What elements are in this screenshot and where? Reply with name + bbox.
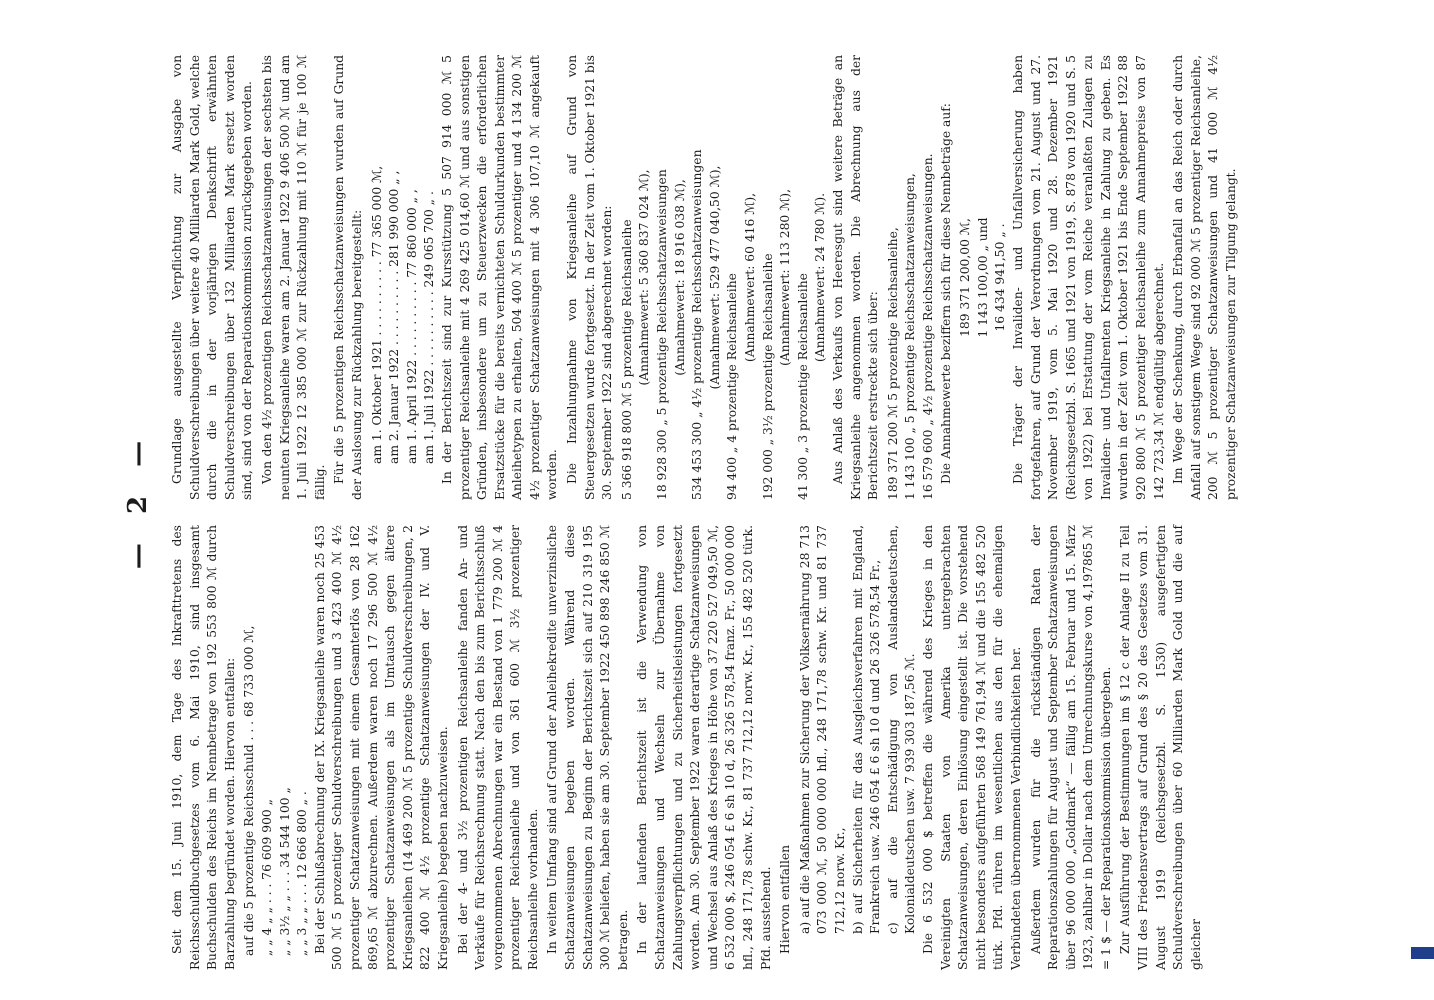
list-item: (Annahmewert: 18 916 038 ℳ), — [672, 179, 687, 376]
list-item: 189 371 200 ℳ 5 prozentige Reichsanleihe, — [885, 227, 900, 500]
list-item: 16 434 941,50 „ . — [993, 223, 1008, 332]
paragraph: Seit dem 15. Juni 1910, dem Tage des Inkrafttretens des Reichsschuldbuchgesetzes vom 6. Mai 1910, sind insgesamt Buchschulden des Reichs im Nennbetrage von 192 553 800 ℳ durch Barzahlung begründet worden. Hiervon entfallen: — [170, 525, 237, 970]
list-item: a) auf die Maßnahmen zur Sicherung der Volksernährung 28 713 073 000 ℳ, 50 000 000 hfl., 248 171,78 schw. Kr. und 81 737 712,12 norw. Kr., — [797, 525, 847, 934]
list-item: am 1. April 1922 . . . . . . . . . . 77 860 000 „ , — [404, 189, 419, 464]
paragraph: Im Wege der Schenkung, durch Erbanfall an das Reich oder durch Anfall auf sonstigem Wege sind 92 000 ℳ 5 prozentiger Reichsanleihe, 200 ℳ 5 prozentiger Schatzanweisungen und 41 000 ℳ 4½ prozentiger Schatzanweisungen zur Tilgung gelangt. — [1171, 55, 1239, 500]
list-item: „ „ 3 „ „ . . . 12 666 800 „ . — [295, 791, 310, 956]
paragraph: Grundlage ausgestellte Verpflichtung zur Ausgabe von Schuldverschreibungen über weitere 40 Milliarden Mark Gold, welche durch die in der vorjährigen Denkschrift erwähnten Schuldverschreibungen über 132 Milliarden Mark ersetzt worden sind, sind von der Reparationskommission zurückgegeben worden. — [170, 55, 255, 500]
page-number: — 2 — — [123, 430, 153, 570]
list-item: am 1. Juli 1922 . . . . . . . . . . 249 065 700 „ . — [422, 191, 437, 464]
paragraph: Die Annahmewerte beziffern sich für diese Nennbeträge auf: — [938, 103, 953, 484]
list-item: „ „ 4 „ „ . . . 76 609 900 „ — [259, 799, 274, 956]
list-item: 1 143 100,00 „ und — [975, 217, 990, 338]
paragraph: In der Berichtszeit sind zur Kursstützung 5 507 914 000 ℳ 5 prozentiger Reichsanleihe mit 4 269 425 014,60 ℳ und aus sonstigen Gründen, insbesondere um zu Steuerzwecken die erforderlichen Ersatzstücke für die bereits vernichteten Schuldurkunden bestimmter Anleihetypen zu erhalten, 504 400 ℳ 5 prozentiger und 4 134 200 ℳ 4½ prozentiger Schatzanweisungen mit 4 306 107,10 ℳ angekauft worden. — [439, 55, 560, 500]
list-item: b) auf Sicherheiten für das Ausgleichsverfahren mit England, Frankreich usw. 246 054 £ 6 sh 10 d und 26 326 578,54 Fr., — [850, 525, 883, 934]
list-item: „ „ 3½ „ „ . . . 34 544 100 „ — [277, 787, 292, 956]
dfg-badge — [1411, 947, 1434, 959]
paragraph: Für die 5 prozentigen Reichsschatzanweisungen wurden auf Grund der Auslosung zur Rückzahlung bereitgestellt: — [332, 55, 364, 500]
paragraph: Die 6 532 000 $ betreffen die während des Krieges in den Vereinigten Staaten von Amerika untergebrachten Schatzanweisungen, deren Einlösung eingestellt ist. Die vorstehend nicht besonders aufgeführten 568 149 761,94 ℳ und die 155 482 520 türk. Pfd. rühren im wesentlichen aus den für die ehemaligen Verbündeten übernommenen Verbindlichkeiten her. — [920, 525, 1023, 970]
paragraph: Aus Anlaß des Verkaufs von Heeresgut sind weitere Beträge an Kriegsanleihe angenommen worden. Die Abrechnung aus der Berichtszeit erstreckte sich über: — [830, 55, 881, 500]
left-column — [169, 525, 1207, 970]
list-item: (Annahmewert: 5 360 837 024 ℳ), — [637, 169, 652, 386]
list-item: (Annahmewert: 113 280 ℳ), — [778, 189, 793, 366]
list-item: 41 300 „ 3 prozentige Reichsanleihe — [795, 273, 810, 500]
digitization-credit — [1408, 20, 1424, 980]
paragraph: Von den 4½ prozentigen Reichsschatzanweisungen der sechsten bis neunten Kriegsanleihe waren am 2. Januar 1922 9 406 500 ℳ und am 1. Juli 1922 12 385 000 ℳ zur Rückzahlung mit 110 ℳ für je 100 ℳ fällig. — [259, 55, 327, 500]
document-page — [105, 20, 1335, 980]
list-item: 18 928 300 „ 5 prozentige Reichsschatzanweisungen — [655, 169, 670, 500]
paragraph: Bei der Schlußabrechnung der IX. Kriegsanleihe waren noch 25 453 500 ℳ 5 prozentiger Schuldverschreibungen und 3 423 400 ℳ 4½ prozentiger Schatzanweisungen mit einem Gesamterlös von 28 162 869,65 ℳ abzurechnen. Außerdem waren noch 17 296 500 ℳ 4½ prozentiger Schatzanweisungen als im Umtausch gegen ältere Kriegsanleihen (14 469 200 ℳ 5 prozentige Schuldverschreibungen, 2 822 400 ℳ 4½ prozentige Schatzanweisungen der IV. und V. Kriegsanleihe) begeben nachzuweisen. — [312, 525, 450, 970]
list-item: 192 000 „ 3½ prozentige Reichsanleihe — [760, 253, 775, 500]
list-item: am 1. Oktober 1921 . . . . . . . . . . 77 365 000 ℳ, — [369, 165, 384, 464]
list-item: (Annahmewert: 24 780 ℳ). — [813, 192, 828, 363]
list-item: auf die 5 prozentige Reichsschuld . . . 68 733 000 ℳ, — [242, 625, 257, 956]
paragraph: In der laufenden Berichtszeit ist die Verwendung von Schatzanweisungen und Wechseln zur Übernahme von Zahlungsverpflichtungen und zu Sicherheitsleistungen fortgesetzt worden. Am 30. September 1922 waren derartige Schatzanweisungen und Wechsel aus Anlaß des Krieges in Höhe von 37 220 527 049,50 ℳ, 6 532 000 $, 246 054 £ 6 sh 10 d, 26 326 578,54 franz. Fr., 50 000 000 hfl., 248 171,78 schw. Kr., 81 737 712,12 norw. Kr., 155 482 520 türk. Pfd. ausstehend. — [635, 525, 773, 970]
list-item: (Annahmewert: 529 477 040,50 ℳ), — [707, 165, 722, 390]
paragraph: Außerdem wurden für die rückständigen Raten der Reparationszahlungen für August und September Schatzanweisungen über 96 000 000 „Goldmark“ — fällig am 15. Februar und 15. März 1923, zahlbar in Dollar nach dem Umrechnungskurse von 4,197865 ℳ = 1 $ — der Reparationskommission übergeben. — [1028, 525, 1113, 970]
paragraph: In weitem Umfang sind auf Grund der Anleihekredite unverzinsliche Schatzanweisungen begeben worden. Während diese Schatzanweisungen zu Beginn der Berichtszeit sich auf 210 319 195 300 ℳ beliefen, haben sie am 30. September 1922 450 898 246 850 ℳ betragen. — [545, 525, 630, 970]
list-item: c) auf die Entschädigung von Auslandsdeutschen, Kolonialdeutschen usw. 7 939 303 187,56 ℳ. — [885, 525, 918, 934]
list-item: 189 371 200,00 ℳ, — [958, 218, 973, 337]
paragraph: Hiervon entfallen — [778, 844, 793, 954]
list-item: 534 453 300 „ 4½ prozentige Reichsschatzanweisungen — [690, 149, 705, 500]
right-column — [169, 55, 1243, 500]
list-item: 1 143 100 „ 5 prozentige Reichsschatzanweisungen, — [903, 173, 918, 500]
paragraph: Die Träger der Invaliden- und Unfallversicherung haben fortgefahren, auf Grund der Verordnungen vom 21. August und 27. November 1919, vom 5. Mai 1920 und 28. Dezember 1921 (Reichsgesetzbl. S. 1665 und 1921 von 1919, S. 878 von 1920 und S. 5 von 1922) bei Erstattung der vom Reiche veranlaßten Zulagen zu Invaliden- und Unfallrenten Kriegsanleihe in Zahlung zu geben. Es wurden in der Zeit vom 1. Oktober 1921 bis Ende September 1922 88 920 800 ℳ 5 prozentiger Reichsanleihe zum Annahmepreise von 87 142 723,34 ℳ endgültig abgerechnet. — [1010, 55, 1166, 500]
paragraph: Bei der 4- und 3½ prozentigen Reichsanleihe fanden An- und Verkäufe für Reichsrechnung statt. Nach den bis zum Berichtsschluß vorgenommenen Abrechnungen war ein Bestand von 1 779 200 ℳ 4 prozentiger Reichsanleihe und von 361 600 ℳ 3½ prozentiger Reichsanleihe vorhanden. — [455, 525, 540, 970]
list-item: 16 579 600 „ 4½ prozentige Reichsschatzanweisungen. — [920, 153, 935, 500]
paragraph: Zur Ausführung der Bestimmungen im § 12 c der Anlage II zu Teil VIII des Friedensvertrags auf Grund des § 20 des Gesetzes vom 31. August 1919 (Reichsgesetzbl. S. 1530) ausgefertigten Schuldverschreibungen über 60 Milliarden Mark Gold und die auf gleicher — [1118, 525, 1203, 970]
list-item: 5 366 918 800 ℳ 5 prozentige Reichsanleihe — [619, 219, 634, 500]
paragraph: Die Inzahlungnahme von Kriegsanleihe auf Grund von Steuergesetzen wurde fortgesetzt. In der Zeit vom 1. Oktober 1921 bis 30. September 1922 sind abgerechnet worden: — [565, 55, 615, 500]
list-item: am 2. Januar 1922 . . . . . . . . . . 281 990 000 „ , — [387, 170, 402, 464]
list-item: 94 400 „ 4 prozentige Reichsanleihe — [725, 273, 740, 500]
list-item: (Annahmewert: 60 416 ℳ), — [743, 192, 757, 363]
